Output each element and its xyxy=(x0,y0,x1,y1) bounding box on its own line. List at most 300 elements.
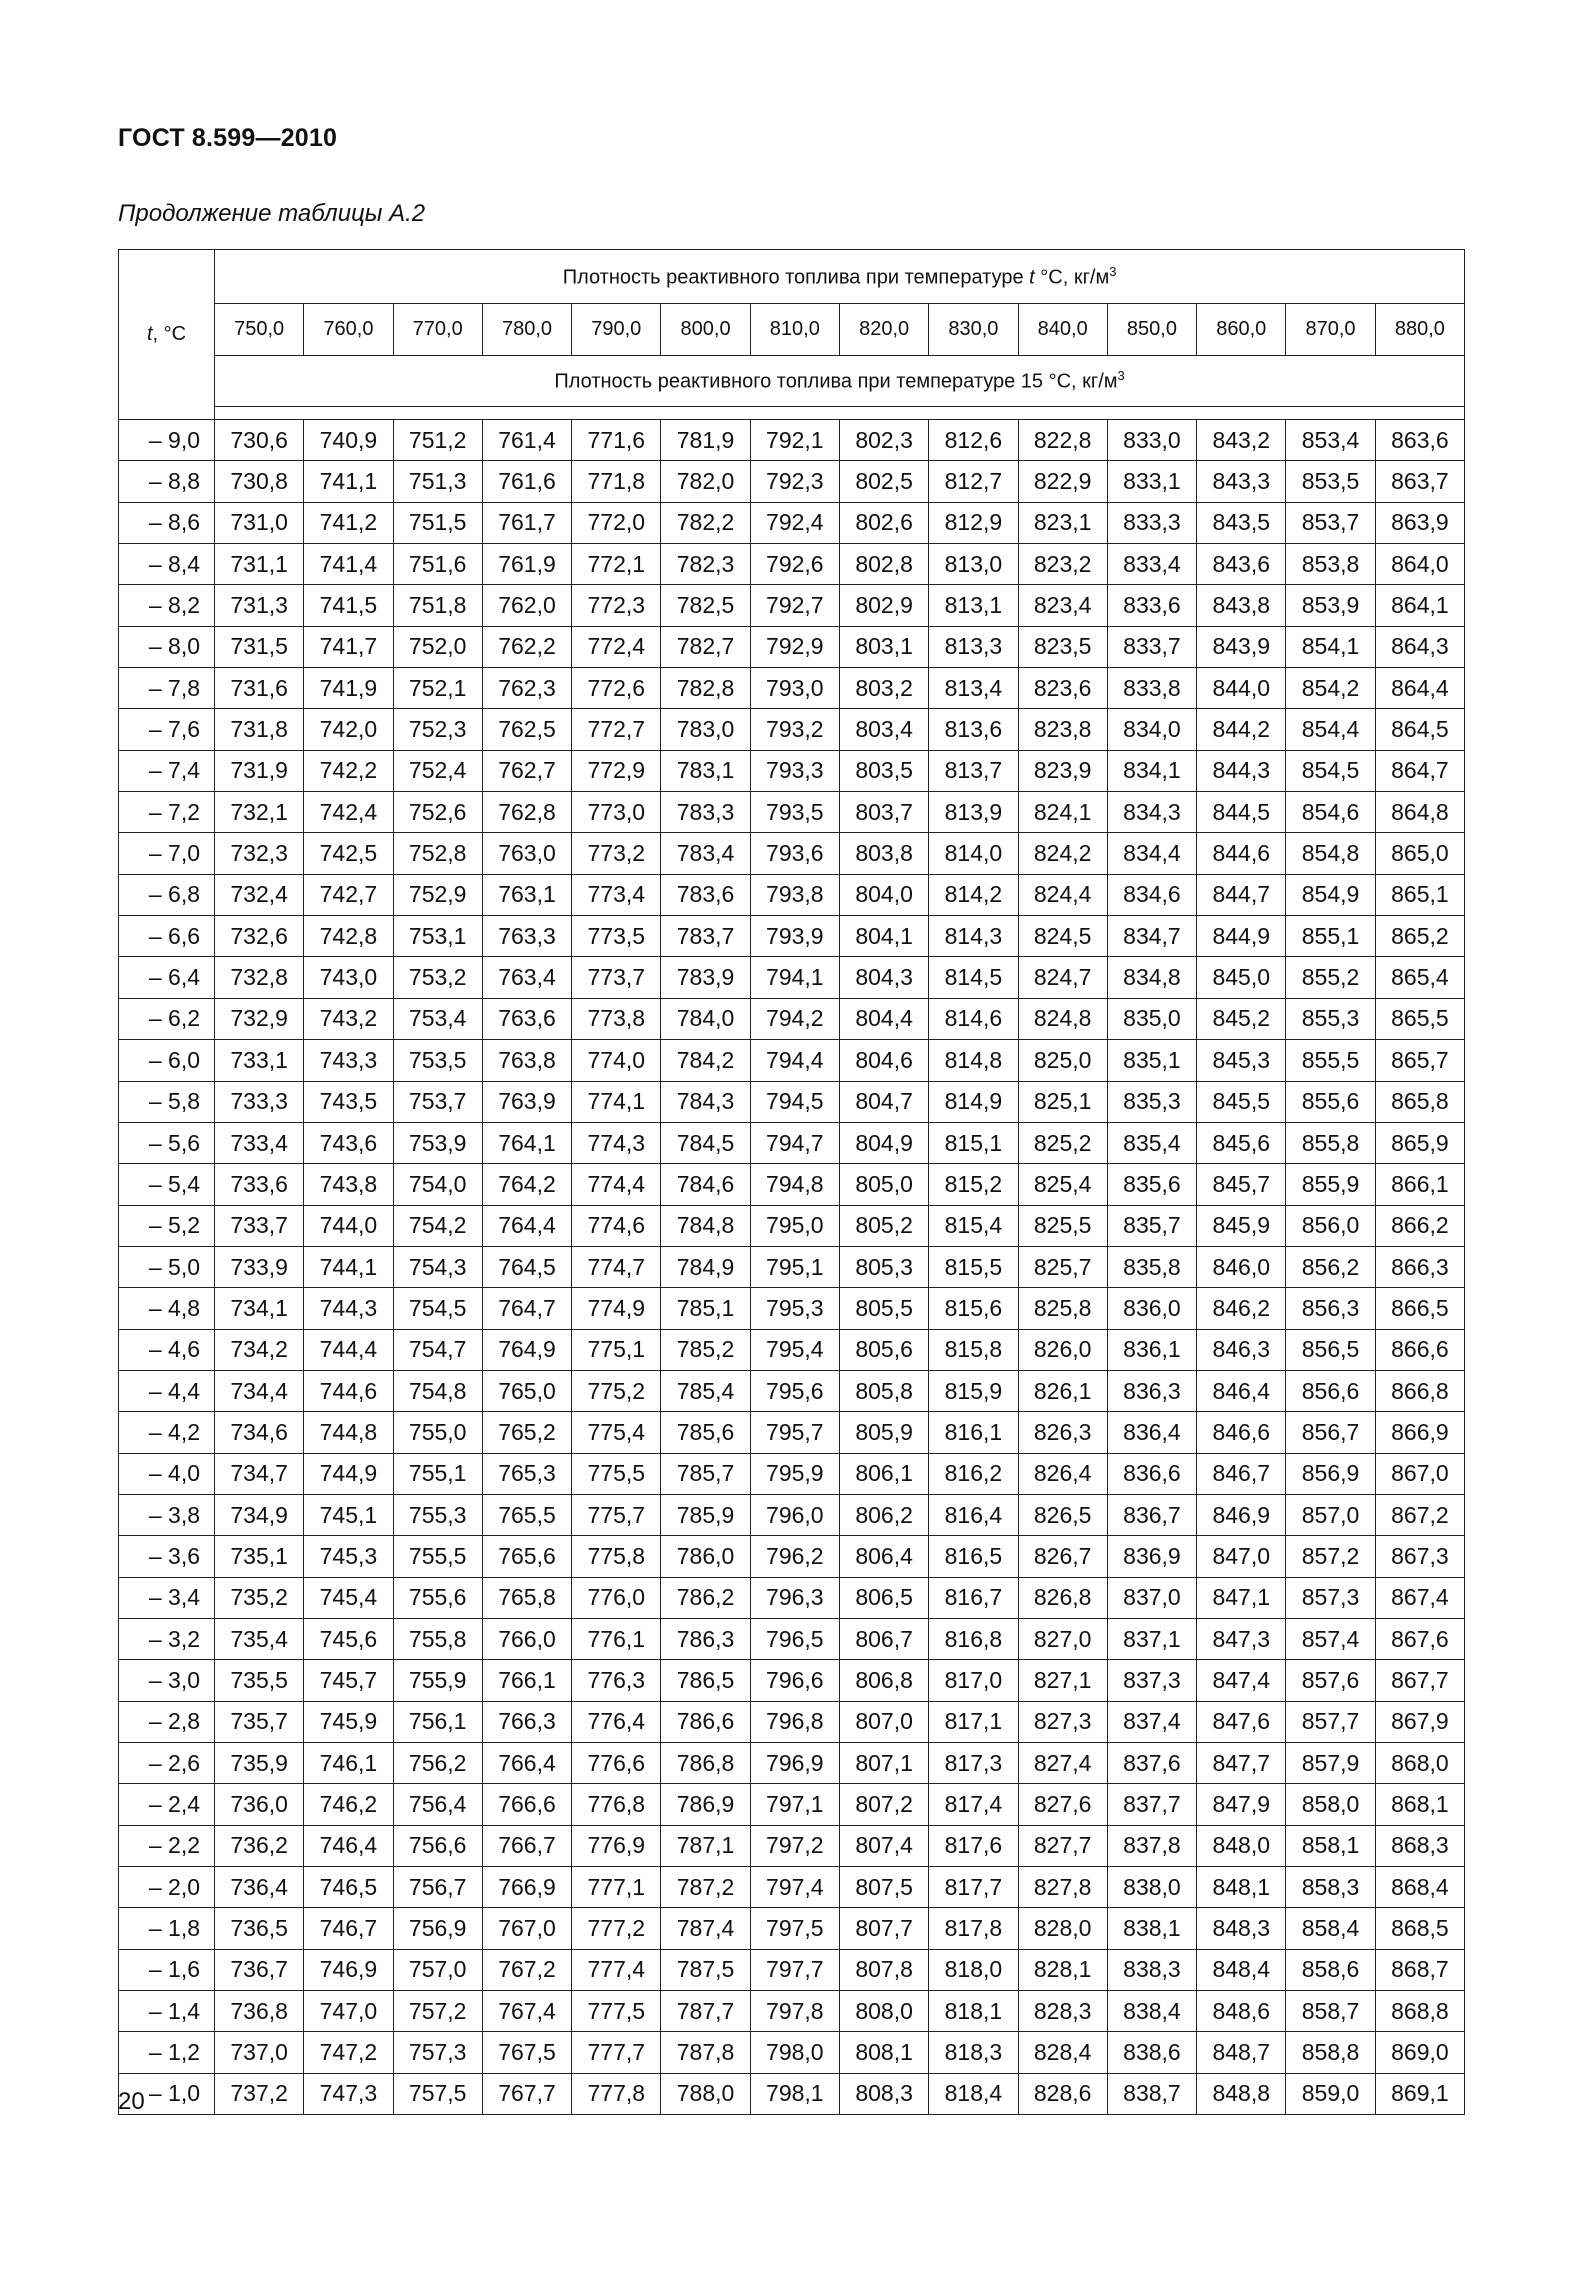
density-cell: 817,8 xyxy=(929,1908,1018,1949)
density-cell: 766,3 xyxy=(482,1701,571,1742)
density-cell: 853,5 xyxy=(1286,461,1375,502)
density-cell: 845,3 xyxy=(1197,1040,1286,1081)
density-cell: 764,7 xyxy=(482,1288,571,1329)
density-cell: 756,6 xyxy=(393,1825,482,1866)
density-cell: 736,4 xyxy=(215,1867,304,1908)
density-cell: 795,7 xyxy=(750,1412,839,1453)
density-cell: 733,4 xyxy=(215,1122,304,1163)
density-cell: 846,4 xyxy=(1197,1370,1286,1411)
density-cell: 752,0 xyxy=(393,626,482,667)
density-cell: 847,0 xyxy=(1197,1536,1286,1577)
density-cell: 784,0 xyxy=(661,998,750,1039)
density-cell: 732,6 xyxy=(215,916,304,957)
density-column-header: 860,0 xyxy=(1197,304,1286,356)
density-cell: 804,7 xyxy=(839,1081,928,1122)
density-cell: 757,0 xyxy=(393,1949,482,1990)
density-cell: 744,8 xyxy=(304,1412,393,1453)
density-cell: 802,6 xyxy=(839,502,928,543)
density-cell: 755,3 xyxy=(393,1494,482,1535)
density-cell: 732,8 xyxy=(215,957,304,998)
density-cell: 784,9 xyxy=(661,1246,750,1287)
density-cell: 741,4 xyxy=(304,544,393,585)
density-cell: 826,0 xyxy=(1018,1329,1107,1370)
density-cell: 804,0 xyxy=(839,874,928,915)
density-cell: 734,4 xyxy=(215,1370,304,1411)
density-cell: 836,9 xyxy=(1107,1536,1196,1577)
density-cell: 733,6 xyxy=(215,1164,304,1205)
density-cell: 786,8 xyxy=(661,1743,750,1784)
density-cell: 869,1 xyxy=(1375,2073,1464,2114)
density-cell: 847,3 xyxy=(1197,1618,1286,1659)
density-cell: 797,5 xyxy=(750,1908,839,1949)
density-cell: 762,2 xyxy=(482,626,571,667)
density-cell: 777,4 xyxy=(572,1949,661,1990)
density-cell: 868,5 xyxy=(1375,1908,1464,1949)
density-cell: 741,7 xyxy=(304,626,393,667)
density-cell: 795,1 xyxy=(750,1246,839,1287)
density-cell: 853,4 xyxy=(1286,420,1375,461)
temperature-cell: – 8,0 xyxy=(119,626,215,667)
density-cell: 788,0 xyxy=(661,2073,750,2114)
density-cell: 833,8 xyxy=(1107,668,1196,709)
density-cell: 824,1 xyxy=(1018,792,1107,833)
density-cell: 867,4 xyxy=(1375,1577,1464,1618)
density-cell: 736,7 xyxy=(215,1949,304,1990)
density-cell: 825,1 xyxy=(1018,1081,1107,1122)
density-cell: 855,1 xyxy=(1286,916,1375,957)
density-cell: 805,9 xyxy=(839,1412,928,1453)
density-cell: 835,3 xyxy=(1107,1081,1196,1122)
density-cell: 854,2 xyxy=(1286,668,1375,709)
density-cell: 815,1 xyxy=(929,1122,1018,1163)
density-cell: 812,7 xyxy=(929,461,1018,502)
density-cell: 843,8 xyxy=(1197,585,1286,626)
density-cell: 854,4 xyxy=(1286,709,1375,750)
density-cell: 828,1 xyxy=(1018,1949,1107,1990)
density-cell: 863,6 xyxy=(1375,420,1464,461)
table-row xyxy=(119,1536,1465,1577)
density-cell: 763,6 xyxy=(482,998,571,1039)
table-row xyxy=(119,1825,1465,1866)
density-cell: 845,6 xyxy=(1197,1122,1286,1163)
density-cell: 823,4 xyxy=(1018,585,1107,626)
density-cell: 781,9 xyxy=(661,420,750,461)
density-cell: 844,3 xyxy=(1197,750,1286,791)
temperature-cell: – 1,6 xyxy=(119,1949,215,1990)
density-cell: 823,2 xyxy=(1018,544,1107,585)
density-cell: 825,4 xyxy=(1018,1164,1107,1205)
density-column-header: 840,0 xyxy=(1018,304,1107,356)
temperature-cell: – 2,4 xyxy=(119,1784,215,1825)
density-cell: 793,2 xyxy=(750,709,839,750)
table-row xyxy=(119,1288,1465,1329)
density-cell: 855,8 xyxy=(1286,1122,1375,1163)
temperature-cell: – 4,6 xyxy=(119,1329,215,1370)
temperature-cell: – 4,0 xyxy=(119,1453,215,1494)
density-cell: 776,4 xyxy=(572,1701,661,1742)
density-cell: 818,3 xyxy=(929,2032,1018,2073)
density-cell: 828,6 xyxy=(1018,2073,1107,2114)
density-cell: 733,3 xyxy=(215,1081,304,1122)
density-cell: 863,9 xyxy=(1375,502,1464,543)
density-cell: 755,9 xyxy=(393,1660,482,1701)
density-cell: 853,8 xyxy=(1286,544,1375,585)
density-cell: 847,6 xyxy=(1197,1701,1286,1742)
table-row xyxy=(119,420,1465,461)
density-cell: 869,0 xyxy=(1375,2032,1464,2073)
temperature-cell: – 1,0 xyxy=(119,2073,215,2114)
density-cell: 752,8 xyxy=(393,833,482,874)
density-cell: 783,9 xyxy=(661,957,750,998)
density-cell: 834,8 xyxy=(1107,957,1196,998)
density-cell: 795,0 xyxy=(750,1205,839,1246)
corner-label-var: t xyxy=(146,323,153,345)
density-cell: 796,3 xyxy=(750,1577,839,1618)
density-cell: 864,4 xyxy=(1375,668,1464,709)
table-row xyxy=(119,1949,1465,1990)
density-cell: 773,4 xyxy=(572,874,661,915)
density-cell: 782,5 xyxy=(661,585,750,626)
density-cell: 792,4 xyxy=(750,502,839,543)
temperature-cell: – 6,0 xyxy=(119,1040,215,1081)
density-cell: 835,6 xyxy=(1107,1164,1196,1205)
density-cell: 835,1 xyxy=(1107,1040,1196,1081)
density-cell: 741,9 xyxy=(304,668,393,709)
density-cell: 827,0 xyxy=(1018,1618,1107,1659)
density-cell: 775,2 xyxy=(572,1370,661,1411)
density-cell: 808,3 xyxy=(839,2073,928,2114)
table-row xyxy=(119,1329,1465,1370)
table-row xyxy=(119,1577,1465,1618)
density-cell: 857,6 xyxy=(1286,1660,1375,1701)
density-cell: 844,7 xyxy=(1197,874,1286,915)
density-cell: 767,2 xyxy=(482,1949,571,1990)
density-cell: 815,8 xyxy=(929,1329,1018,1370)
density-cell: 857,0 xyxy=(1286,1494,1375,1535)
density-cell: 803,5 xyxy=(839,750,928,791)
density-cell: 867,0 xyxy=(1375,1453,1464,1494)
density-cell: 757,2 xyxy=(393,1991,482,2032)
density-cell: 776,3 xyxy=(572,1660,661,1701)
density-cell: 785,6 xyxy=(661,1412,750,1453)
density-cell: 816,1 xyxy=(929,1412,1018,1453)
density-cell: 762,0 xyxy=(482,585,571,626)
density-cell: 834,7 xyxy=(1107,916,1196,957)
header-observed-density xyxy=(215,250,1465,304)
density-cell: 786,5 xyxy=(661,1660,750,1701)
density-cell: 794,1 xyxy=(750,957,839,998)
temperature-cell: – 6,6 xyxy=(119,916,215,957)
density-cell: 751,3 xyxy=(393,461,482,502)
density-cell: 857,2 xyxy=(1286,1536,1375,1577)
density-cell: 845,5 xyxy=(1197,1081,1286,1122)
density-column-header: 790,0 xyxy=(572,304,661,356)
density-cell: 816,2 xyxy=(929,1453,1018,1494)
density-cell: 772,6 xyxy=(572,668,661,709)
density-cell: 827,6 xyxy=(1018,1784,1107,1825)
temperature-cell: – 1,4 xyxy=(119,1991,215,2032)
density-cell: 766,4 xyxy=(482,1743,571,1784)
density-cell: 782,3 xyxy=(661,544,750,585)
density-cell: 744,6 xyxy=(304,1370,393,1411)
temperature-column-header xyxy=(119,250,215,420)
density-cell: 764,1 xyxy=(482,1122,571,1163)
density-cell: 846,7 xyxy=(1197,1453,1286,1494)
density-cell: 731,0 xyxy=(215,502,304,543)
density-cell: 792,1 xyxy=(750,420,839,461)
density-cell: 755,5 xyxy=(393,1536,482,1577)
density-column-header: 810,0 xyxy=(750,304,839,356)
density-cell: 844,5 xyxy=(1197,792,1286,833)
density-cell: 752,1 xyxy=(393,668,482,709)
density-cell: 863,7 xyxy=(1375,461,1464,502)
density-cell: 798,1 xyxy=(750,2073,839,2114)
table-row xyxy=(119,668,1465,709)
density-cell: 786,2 xyxy=(661,1577,750,1618)
density-cell: 761,4 xyxy=(482,420,571,461)
density-cell: 763,3 xyxy=(482,916,571,957)
density-cell: 802,8 xyxy=(839,544,928,585)
temperature-cell: – 5,2 xyxy=(119,1205,215,1246)
density-cell: 754,2 xyxy=(393,1205,482,1246)
density-cell: 751,5 xyxy=(393,502,482,543)
density-cell: 745,6 xyxy=(304,1618,393,1659)
density-cell: 734,9 xyxy=(215,1494,304,1535)
density-column-header: 880,0 xyxy=(1375,304,1464,356)
density-cell: 855,9 xyxy=(1286,1164,1375,1205)
density-cell: 761,9 xyxy=(482,544,571,585)
density-cell: 838,6 xyxy=(1107,2032,1196,2073)
density-cell: 827,8 xyxy=(1018,1867,1107,1908)
density-cell: 765,2 xyxy=(482,1412,571,1453)
density-cell: 772,0 xyxy=(572,502,661,543)
table-row xyxy=(119,1412,1465,1453)
header-top-var: t xyxy=(1029,266,1035,289)
density-cell: 794,8 xyxy=(750,1164,839,1205)
density-cell: 756,7 xyxy=(393,1867,482,1908)
density-cell: 783,1 xyxy=(661,750,750,791)
density-cell: 803,2 xyxy=(839,668,928,709)
density-cell: 786,3 xyxy=(661,1618,750,1659)
density-cell: 755,0 xyxy=(393,1412,482,1453)
density-cell: 847,4 xyxy=(1197,1660,1286,1701)
density-cell: 834,0 xyxy=(1107,709,1196,750)
density-cell: 836,4 xyxy=(1107,1412,1196,1453)
density-cell: 741,5 xyxy=(304,585,393,626)
density-cell: 795,4 xyxy=(750,1329,839,1370)
density-cell: 765,8 xyxy=(482,1577,571,1618)
density-cell: 797,4 xyxy=(750,1867,839,1908)
density-cell: 805,0 xyxy=(839,1164,928,1205)
density-cell: 775,4 xyxy=(572,1412,661,1453)
density-cell: 763,0 xyxy=(482,833,571,874)
density-cell: 797,8 xyxy=(750,1991,839,2032)
density-cell: 866,1 xyxy=(1375,1164,1464,1205)
density-cell: 756,4 xyxy=(393,1784,482,1825)
density-column-header: 870,0 xyxy=(1286,304,1375,356)
density-cell: 847,9 xyxy=(1197,1784,1286,1825)
temperature-cell: – 4,4 xyxy=(119,1370,215,1411)
density-cell: 858,6 xyxy=(1286,1949,1375,1990)
density-cell: 753,5 xyxy=(393,1040,482,1081)
table-row xyxy=(119,998,1465,1039)
density-cell: 802,3 xyxy=(839,420,928,461)
density-cell: 754,7 xyxy=(393,1329,482,1370)
density-column-header: 830,0 xyxy=(929,304,1018,356)
density-cell: 774,0 xyxy=(572,1040,661,1081)
table-row xyxy=(119,1122,1465,1163)
density-cell: 833,6 xyxy=(1107,585,1196,626)
density-cell: 823,8 xyxy=(1018,709,1107,750)
density-cell: 868,3 xyxy=(1375,1825,1464,1866)
density-cell: 772,1 xyxy=(572,544,661,585)
density-cell: 845,2 xyxy=(1197,998,1286,1039)
density-cell: 786,6 xyxy=(661,1701,750,1742)
density-cell: 761,6 xyxy=(482,461,571,502)
density-cell: 844,6 xyxy=(1197,833,1286,874)
table-row xyxy=(119,1453,1465,1494)
density-cell: 766,6 xyxy=(482,1784,571,1825)
table-row xyxy=(119,1205,1465,1246)
density-cell: 804,6 xyxy=(839,1040,928,1081)
density-cell: 773,5 xyxy=(572,916,661,957)
density-cell: 776,1 xyxy=(572,1618,661,1659)
density-cell: 742,8 xyxy=(304,916,393,957)
density-cell: 804,1 xyxy=(839,916,928,957)
density-cell: 818,0 xyxy=(929,1949,1018,1990)
table-row xyxy=(119,1164,1465,1205)
density-cell: 867,3 xyxy=(1375,1536,1464,1577)
density-cell: 775,7 xyxy=(572,1494,661,1535)
density-cell: 835,7 xyxy=(1107,1205,1196,1246)
density-cell: 854,8 xyxy=(1286,833,1375,874)
density-cell: 767,7 xyxy=(482,2073,571,2114)
density-column-header: 850,0 xyxy=(1107,304,1196,356)
density-cell: 783,6 xyxy=(661,874,750,915)
density-cell: 767,5 xyxy=(482,2032,571,2073)
density-cell: 794,4 xyxy=(750,1040,839,1081)
density-cell: 848,0 xyxy=(1197,1825,1286,1866)
density-column-header: 800,0 xyxy=(661,304,750,356)
table-row xyxy=(119,1908,1465,1949)
density-cell: 793,3 xyxy=(750,750,839,791)
density-cell: 807,5 xyxy=(839,1867,928,1908)
density-cell: 817,1 xyxy=(929,1701,1018,1742)
density-cell: 784,8 xyxy=(661,1205,750,1246)
density-cell: 864,5 xyxy=(1375,709,1464,750)
table-row xyxy=(119,874,1465,915)
density-cell: 762,8 xyxy=(482,792,571,833)
density-cell: 731,3 xyxy=(215,585,304,626)
density-cell: 803,1 xyxy=(839,626,928,667)
density-cell: 807,1 xyxy=(839,1743,928,1784)
density-cell: 774,1 xyxy=(572,1081,661,1122)
density-cell: 867,6 xyxy=(1375,1618,1464,1659)
density-cell: 776,6 xyxy=(572,1743,661,1784)
density-cell: 757,3 xyxy=(393,2032,482,2073)
density-cell: 784,3 xyxy=(661,1081,750,1122)
table-row xyxy=(119,1784,1465,1825)
density-cell: 774,4 xyxy=(572,1164,661,1205)
density-cell: 808,0 xyxy=(839,1991,928,2032)
temperature-cell: – 8,8 xyxy=(119,461,215,502)
density-cell: 865,8 xyxy=(1375,1081,1464,1122)
density-cell: 767,0 xyxy=(482,1908,571,1949)
density-cell: 755,1 xyxy=(393,1453,482,1494)
density-cell: 856,6 xyxy=(1286,1370,1375,1411)
density-cell: 731,1 xyxy=(215,544,304,585)
density-cell: 743,6 xyxy=(304,1122,393,1163)
density-cell: 765,5 xyxy=(482,1494,571,1535)
density-cell: 866,6 xyxy=(1375,1329,1464,1370)
density-cell: 856,9 xyxy=(1286,1453,1375,1494)
density-cell: 847,1 xyxy=(1197,1577,1286,1618)
density-cell: 814,5 xyxy=(929,957,1018,998)
density-cell: 865,5 xyxy=(1375,998,1464,1039)
temperature-cell: – 6,4 xyxy=(119,957,215,998)
density-cell: 805,3 xyxy=(839,1246,928,1287)
density-cell: 774,6 xyxy=(572,1205,661,1246)
temperature-cell: – 3,2 xyxy=(119,1618,215,1659)
density-cell: 858,4 xyxy=(1286,1908,1375,1949)
density-cell: 793,9 xyxy=(750,916,839,957)
density-cell: 773,0 xyxy=(572,792,661,833)
density-cell: 866,8 xyxy=(1375,1370,1464,1411)
density-cell: 786,0 xyxy=(661,1536,750,1577)
table-row xyxy=(119,1867,1465,1908)
table-row xyxy=(119,1246,1465,1287)
density-cell: 826,4 xyxy=(1018,1453,1107,1494)
density-cell: 814,2 xyxy=(929,874,1018,915)
density-cell: 737,0 xyxy=(215,2032,304,2073)
density-cell: 783,0 xyxy=(661,709,750,750)
density-cell: 747,2 xyxy=(304,2032,393,2073)
header-density-at-15 xyxy=(215,356,1465,407)
density-cell: 805,2 xyxy=(839,1205,928,1246)
density-cell: 813,6 xyxy=(929,709,1018,750)
header-top-text: Плотность реактивного топлива при температуре xyxy=(562,266,1024,289)
density-cell: 856,5 xyxy=(1286,1329,1375,1370)
density-cell: 736,5 xyxy=(215,1908,304,1949)
density-cell: 777,5 xyxy=(572,1991,661,2032)
density-cell: 796,0 xyxy=(750,1494,839,1535)
density-cell: 763,8 xyxy=(482,1040,571,1081)
density-cell: 797,1 xyxy=(750,1784,839,1825)
density-cell: 744,9 xyxy=(304,1453,393,1494)
density-cell: 766,0 xyxy=(482,1618,571,1659)
density-cell: 816,7 xyxy=(929,1577,1018,1618)
density-cell: 782,2 xyxy=(661,502,750,543)
density-cell: 806,2 xyxy=(839,1494,928,1535)
density-cell: 741,2 xyxy=(304,502,393,543)
density-cell: 834,3 xyxy=(1107,792,1196,833)
density-cell: 744,4 xyxy=(304,1329,393,1370)
density-cell: 825,2 xyxy=(1018,1122,1107,1163)
density-cell: 745,4 xyxy=(304,1577,393,1618)
table-row xyxy=(119,1370,1465,1411)
density-cell: 868,7 xyxy=(1375,1949,1464,1990)
temperature-cell: – 7,2 xyxy=(119,792,215,833)
density-cell: 785,7 xyxy=(661,1453,750,1494)
density-cell: 817,0 xyxy=(929,1660,1018,1701)
density-cell: 787,1 xyxy=(661,1825,750,1866)
density-cell: 838,3 xyxy=(1107,1949,1196,1990)
density-cell: 805,8 xyxy=(839,1370,928,1411)
density-cell: 796,8 xyxy=(750,1701,839,1742)
density-cell: 848,4 xyxy=(1197,1949,1286,1990)
header-top-unit: °С, кг/м xyxy=(1040,266,1110,289)
density-cell: 730,6 xyxy=(215,420,304,461)
